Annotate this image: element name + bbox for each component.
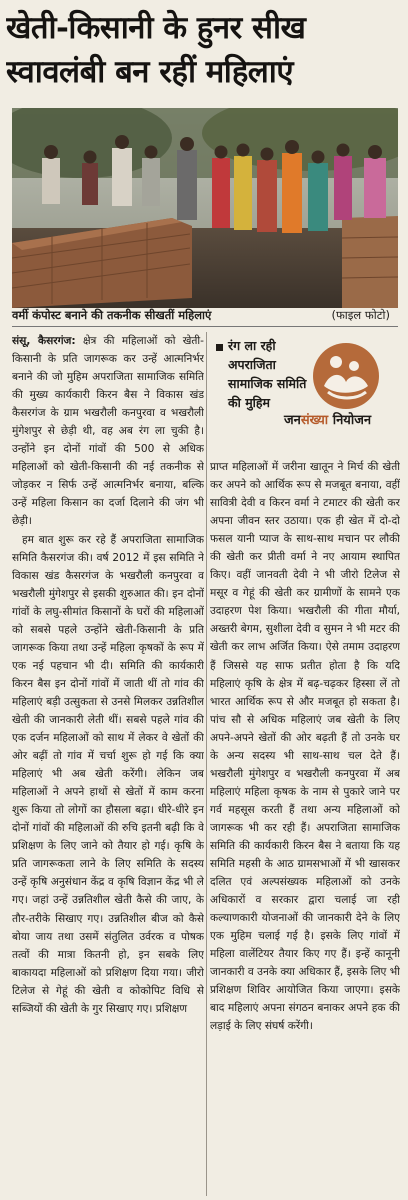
column-divider: [206, 332, 207, 1196]
article-continuation: प्राप्त महिलाओं में जरीना खातून ने मिर्च की खेती कर अपने को आर्थिक रूप से मजबूत बनाया, वहीं सावित्री देवी व किरन वर्मा ने टमाटर की खेती कर अपना जीवन स्तर उठाया। एक ही खेत में दो-दो फसल यानी प्याज के साथ-साथ मचान पर लौकी की खेती कर प्रीती वर्मा ने नए आयाम स्थापित किए। वहीं जानवती देवी ने भी जीरो टिलेज से मसूर व गेहूं की खेती कर ग्रामीणों के सामने एक उदाहरण पेश किया। भखरौली की गीता मौर्या, अख्तरी बेगम, सुशीला देवी व सुमन ने भी मटर की खेती कर लाभ अर्जित किया। ऐसे तमाम उदाहरण हैं जिससे यह साफ प्रतीत होता है कि यदि महिलाएं कृषि के क्षेत्र में बढ़-चढ़कर हिस्सा लें तो भारत आर्थिक रूप से और मजबूत हो सकता है। पांच सौ से अधिक महिलाएं जब खेती के लिए अपने-अपने खेतों की ओर बढ़ती हैं तो उनके घर के अन्य सदस्य भी साथ-साथ चल देते हैं। भखरौली मुंगेशपुर व भखरौली कनपुरवा में अब महिलाएं महिला कृषक के नाम से पुकारे जाने पर गर्व महसूस करती हैं तथा अन्य महिलाओं को जागरूक भी कर रही हैं। अपराजिता सामाजिक समिति की कार्यकारी किरन बैस ने बताया कि यह समिति महसी के आठ ग्रामसभाओं में भी खासकर दलित एवं अल्पसंख्यक महिलाओं को उनके अधिकारों व सरकार द्वारा चलाई जा रही कल्याणकारी योजनाओं की जानकारी देने के लिए एक मुहिम चलाई गई है। इसके लिए गांवों में महिला वालेंटियर तैयार किए गए हैं। इन्हें कानूनी जानकारी व उनके क्या अधिकार हैं, इसके लिए भी प्रशिक्षण शिविर आयोजित किया जाएगा। इसके बाद महिलाएं अपना संगठन बनाकर अपने हक की लड़ाई के लिए संघर्ष करेंगी।: [210, 461, 400, 1033]
photo-women-training-scene: [12, 108, 398, 308]
article-paragraph-1: [12, 332, 204, 531]
square-bullet-icon: [216, 344, 223, 351]
brand-accent: संख्या: [300, 413, 329, 428]
byline: संसू, कैसरगंज:: [12, 335, 76, 347]
highlight-box: [216, 336, 402, 450]
brand-label: [284, 412, 371, 430]
brand-suffix: नियोजन: [328, 413, 372, 428]
article-column-left: [12, 332, 204, 1196]
news-photo: [12, 108, 398, 308]
photo-credit: (फाइल फोटो): [331, 308, 390, 322]
photo-caption-bar: [12, 304, 398, 327]
article-headline: [6, 6, 404, 94]
family-icon: [312, 342, 380, 410]
photo-caption: वर्मी कंपोस्ट बनाने की तकनीक सीखतीं महिलाएं: [12, 308, 212, 322]
headline-line-1: खेती-किसानी के हुनर सीख: [6, 10, 306, 46]
article-paragraph-2: हम बात शुरू कर रहे हैं अपराजिता सामाजिक समिति कैसरगंज की। वर्ष 2012 में इस समिति ने विकास खंड कैसरगंज के भखरौली कनपुरवा व भखरौली मुंगेशपुर से इसकी शुरुआत की। इन दोनों गांवों के लघु-सीमांत किसानों के घरों की महिलाओं को सबसे पहले उन्होंने खेती-किसानी के प्रति जागरूक किया तथा उन्हें महिला कृषकों के रूप में एक नई पहचान भी दी। समिति की कार्यकारी किरन बैस इन दोनों गांवों में जाती थीं तो गांव की महिलाएं बड़ी उत्सुकता से उनसे मिलकर उन्नतिशील खेती की जानकारी लेती थीं। सबसे पहले गांव की एक दर्जन महिलाओं को साथ में लेकर वे खेतों की ओर बढ़ीं तो गांव में चर्चा शुरू हो गई कि क्या महिलाएं भी अब खेती करेंगी। लेकिन जब महिलाओं ने अपने हाथों से खेतों में काम करना शुरू किया तो लोगों का हौसला बढ़ा। धीरे-धीरे इन दोनों गांवों की महिलाओं की रुचि इतनी बढ़ी कि वे प्रशिक्षण के लिए जाने को तैयार हो गई। कृषि के प्रति जागरूकता लाने के लिए समिति के सदस्य उन्हें कृषि अनुसंधान केंद्र व कृषि विज्ञान केंद्र भी ले गए। जहां उन्हें उन्नतिशील खेती कैसे की जाए, के तौर-तरीके सिखाए गए। उन्नतिशील बीज को कैसे बोया जाय तथा उसमें संतुलित उर्वरक व पोषक तत्वों की मात्रा कितनी हो, इन सबके लिए बाकायदा महिलाओं को प्रशिक्षण दिया गया। जीरो टिलेज से गेहूं की खेती व कोकोपिट विधि से सब्जियों की खेती के गुर सिखाए गए। प्रशिक्षण: [12, 533, 204, 1015]
highlight-text: रंग ला रही अपराजिता सामाजिक समिति की मुहिम: [228, 338, 307, 410]
brand-prefix: जन: [284, 413, 301, 428]
headline-line-2: स्वावलंबी बन रहीं महिलाएं: [6, 54, 293, 90]
paragraph-1-text: क्षेत्र की महिलाओं को खेती-किसानी के प्रति जागरूक कर उन्हें आत्मनिर्भर बनाने की जो मुहिम अपराजिता सामाजिक समिति की मुख्य कार्यकारी किरन बैस ने विकास खंड कैसरगंज के ग्राम भखरौली कनपुरवा व भखरौली मुंगेशपुर से छेड़ी थी, वह अब रंग ला चुकी है। उन्होंने इन दोनों गांवों की 500 से अधिक महिलाओं को खेती-किसानी की नई तकनीक से जोड़कर न सिर्फ उन्हें आत्मनिर्भर बनाया, बल्कि उन्हें महिला किसान का दर्जा दिलाने की जंग भी छेड़ी।: [12, 335, 204, 528]
article-column-right: [210, 458, 400, 1196]
